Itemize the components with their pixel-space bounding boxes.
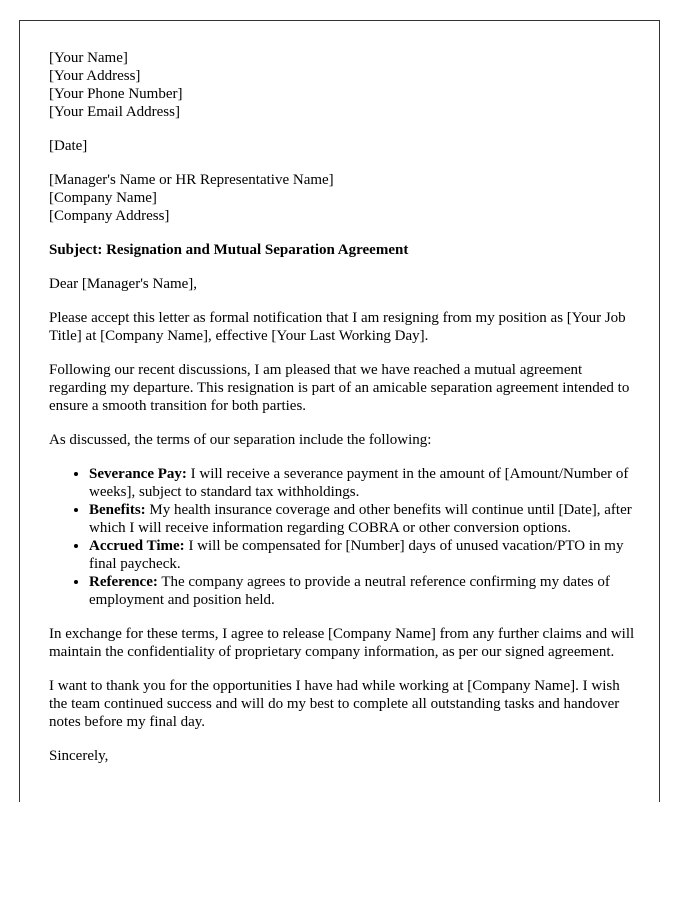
recipient-name: [Manager's Name or HR Representative Name] [49,172,334,188]
term-label: Severance Pay: [89,466,187,482]
term-accrued-time [89,537,639,573]
paragraph-terms-intro: As discussed, the terms of our separation include the following: [49,432,432,448]
terms-list [49,465,639,609]
term-text: I will be compensated for [Number] days of unused vacation/PTO in my final paycheck. [89,538,624,572]
term-benefits [89,501,639,537]
salutation: Dear [Manager's Name], [49,276,198,292]
closing: Sincerely, [49,748,109,764]
term-text: I will receive a severance payment in the amount of [Amount/Number of weeks], subject to standard tax withholdings. [89,466,629,500]
recipient-company: [Company Name] [49,190,157,206]
term-text: My health insurance coverage and other benefits will continue until [Date], after which I will receive information regarding COBRA or other conversion options. [89,502,632,536]
recipient-address: [Company Address] [49,208,170,224]
letter-date: [Date] [49,138,88,154]
paragraph-agreement: Following our recent discussions, I am pleased that we have reached a mutual agreement regarding my departure. This resignation is part of an amicable separation agreement intended to ensure a smooth transition for both parties. [49,362,630,414]
sender-email: [Your Email Address] [49,104,180,120]
term-severance [89,465,639,501]
paragraph-notification: Please accept this letter as formal notification that I am resigning from my position as [Your Job Title] at [Company Name], effective [Your Last Working Day]. [49,310,626,344]
sender-name: [Your Name] [49,50,128,66]
closing-block [49,747,639,765]
sender-block [49,49,639,121]
term-text: The company agrees to provide a neutral reference confirming my dates of employment and position held. [89,574,610,608]
sender-phone: [Your Phone Number] [49,86,183,102]
sender-address: [Your Address] [49,68,141,84]
date-block [49,137,639,155]
paragraph-thanks: I want to thank you for the opportunities I have had while working at [Company Name]. I wish the team continued success and will do my best to complete all outstanding tasks and handover notes before my final day. [49,678,620,730]
term-label: Reference: [89,574,158,590]
term-label: Benefits: [89,502,146,518]
subject-line: Subject: Resignation and Mutual Separation Agreement [49,242,409,258]
term-label: Accrued Time: [89,538,185,554]
recipient-block [49,171,639,225]
term-reference [89,573,639,609]
paragraph-release: In exchange for these terms, I agree to release [Company Name] from any further claims and will maintain the confidentiality of proprietary company information, as per our signed agreement. [49,626,635,660]
letter-content [49,49,639,765]
letter-page [19,20,660,802]
